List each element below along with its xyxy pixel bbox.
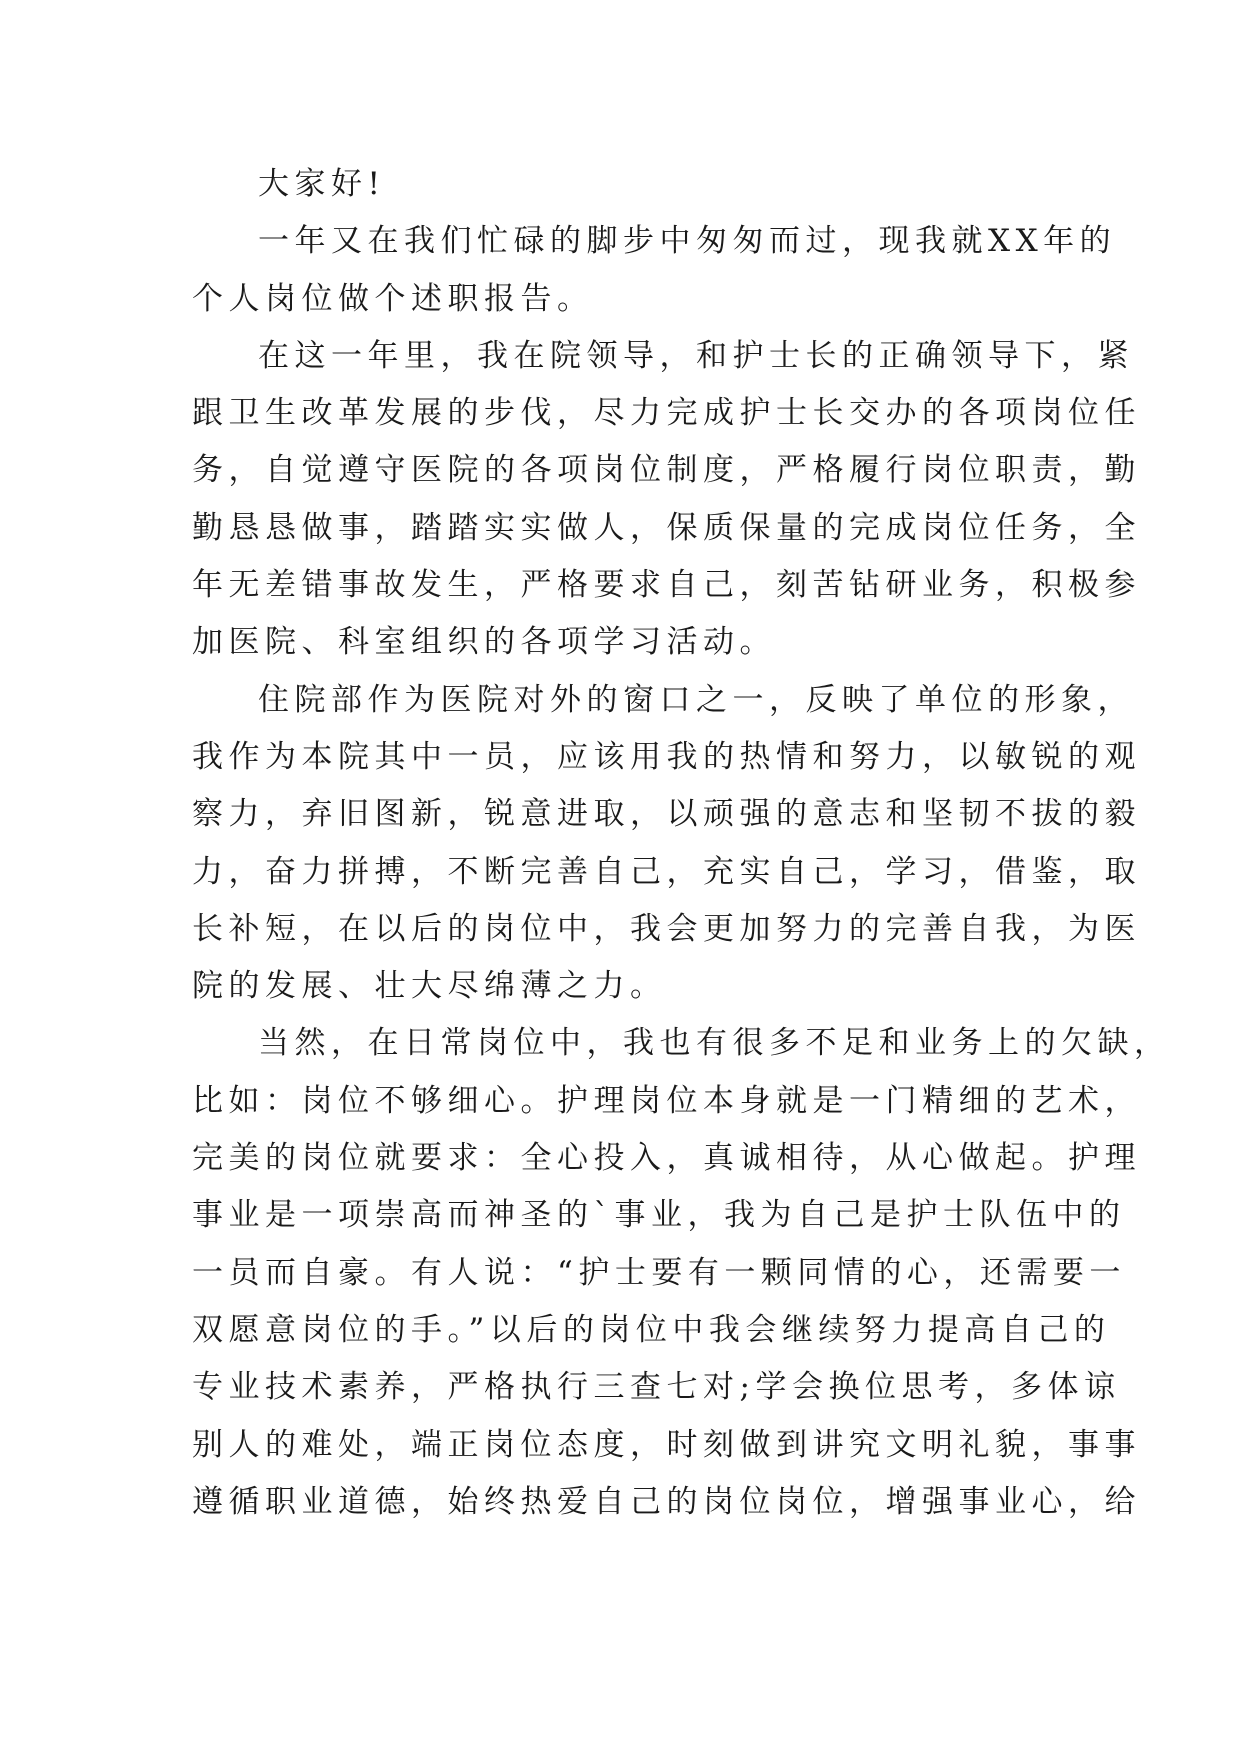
paragraph-greeting bbox=[192, 156, 1062, 213]
text-line: 勤恳恳做事，踏踏实实做人，保质保量的完成岗位任务，全 bbox=[192, 509, 1141, 546]
text-line: 加医院、科室组织的各项学习活动。 bbox=[192, 624, 776, 661]
text-line: 双愿意岗位的手。”以后的岗位中我会继续努力提高自己的 bbox=[192, 1311, 1111, 1348]
text-line: 我作为本院其中一员，应该用我的热情和努力，以敏锐的观 bbox=[192, 738, 1141, 775]
text-line: 务，自觉遵守医院的各项岗位制度，严格履行岗位职责，勤 bbox=[192, 452, 1141, 489]
text-line: 遵循职业道德，始终热爱自己的岗位岗位，增强事业心，给 bbox=[192, 1483, 1141, 1520]
paragraph-work-summary bbox=[192, 328, 1141, 672]
text-line: 比如：岗位不够细心。护理岗位本身就是一门精细的艺术， bbox=[192, 1082, 1141, 1119]
text-line: 别人的难处，端正岗位态度，时刻做到讲究文明礼貌，事事 bbox=[192, 1426, 1141, 1463]
text-line: 院的发展、壮大尽绵薄之力。 bbox=[192, 968, 667, 1005]
text-line: 察力，弃旧图新，锐意进取，以顽强的意志和坚韧不拔的毅 bbox=[192, 796, 1141, 833]
text-line: 当然，在日常岗位中，我也有很多不足和业务上的欠缺， bbox=[258, 1025, 1171, 1062]
text-line: 完美的岗位就要求：全心投入，真诚相待，从心做起。护理 bbox=[192, 1140, 1141, 1177]
text-line: 专业技术素养，严格执行三查七对;学会换位思考，多体谅 bbox=[192, 1369, 1121, 1406]
text-line: 事业是一项崇高而神圣的`事业，我为自己是护士队伍中的 bbox=[192, 1197, 1126, 1234]
paragraph-inpatient-department bbox=[192, 672, 1141, 1016]
text-line: 长补短，在以后的岗位中，我会更加努力的完善自我，为医 bbox=[192, 910, 1141, 947]
text-line: 一员而自豪。有人说：“护士要有一颗同情的心，还需要一 bbox=[192, 1254, 1126, 1291]
text-line: 力，奋力拼搏，不断完善自己，充实自己，学习，借鉴，取 bbox=[192, 853, 1141, 890]
paragraph-intro bbox=[192, 213, 1117, 328]
text-line: 住院部作为医院对外的窗口之一，反映了单位的形象， bbox=[258, 681, 1134, 718]
text-line: 跟卫生改革发展的步伐，尽力完成护士长交办的各项岗位任 bbox=[192, 395, 1141, 432]
text-line: 一年又在我们忙碌的脚步中匆匆而过，现我就XX年的 bbox=[258, 223, 1117, 260]
text-line: 个人岗位做个述职报告。 bbox=[192, 280, 594, 317]
paragraph-shortcomings bbox=[192, 1015, 1171, 1531]
text-line: 大家好! bbox=[258, 166, 386, 202]
document-body bbox=[192, 156, 1171, 1531]
text-line: 在这一年里，我在院领导，和护士长的正确领导下，紧 bbox=[258, 337, 1134, 374]
text-line: 年无差错事故发生，严格要求自己，刻苦钻研业务，积极参 bbox=[192, 567, 1141, 604]
